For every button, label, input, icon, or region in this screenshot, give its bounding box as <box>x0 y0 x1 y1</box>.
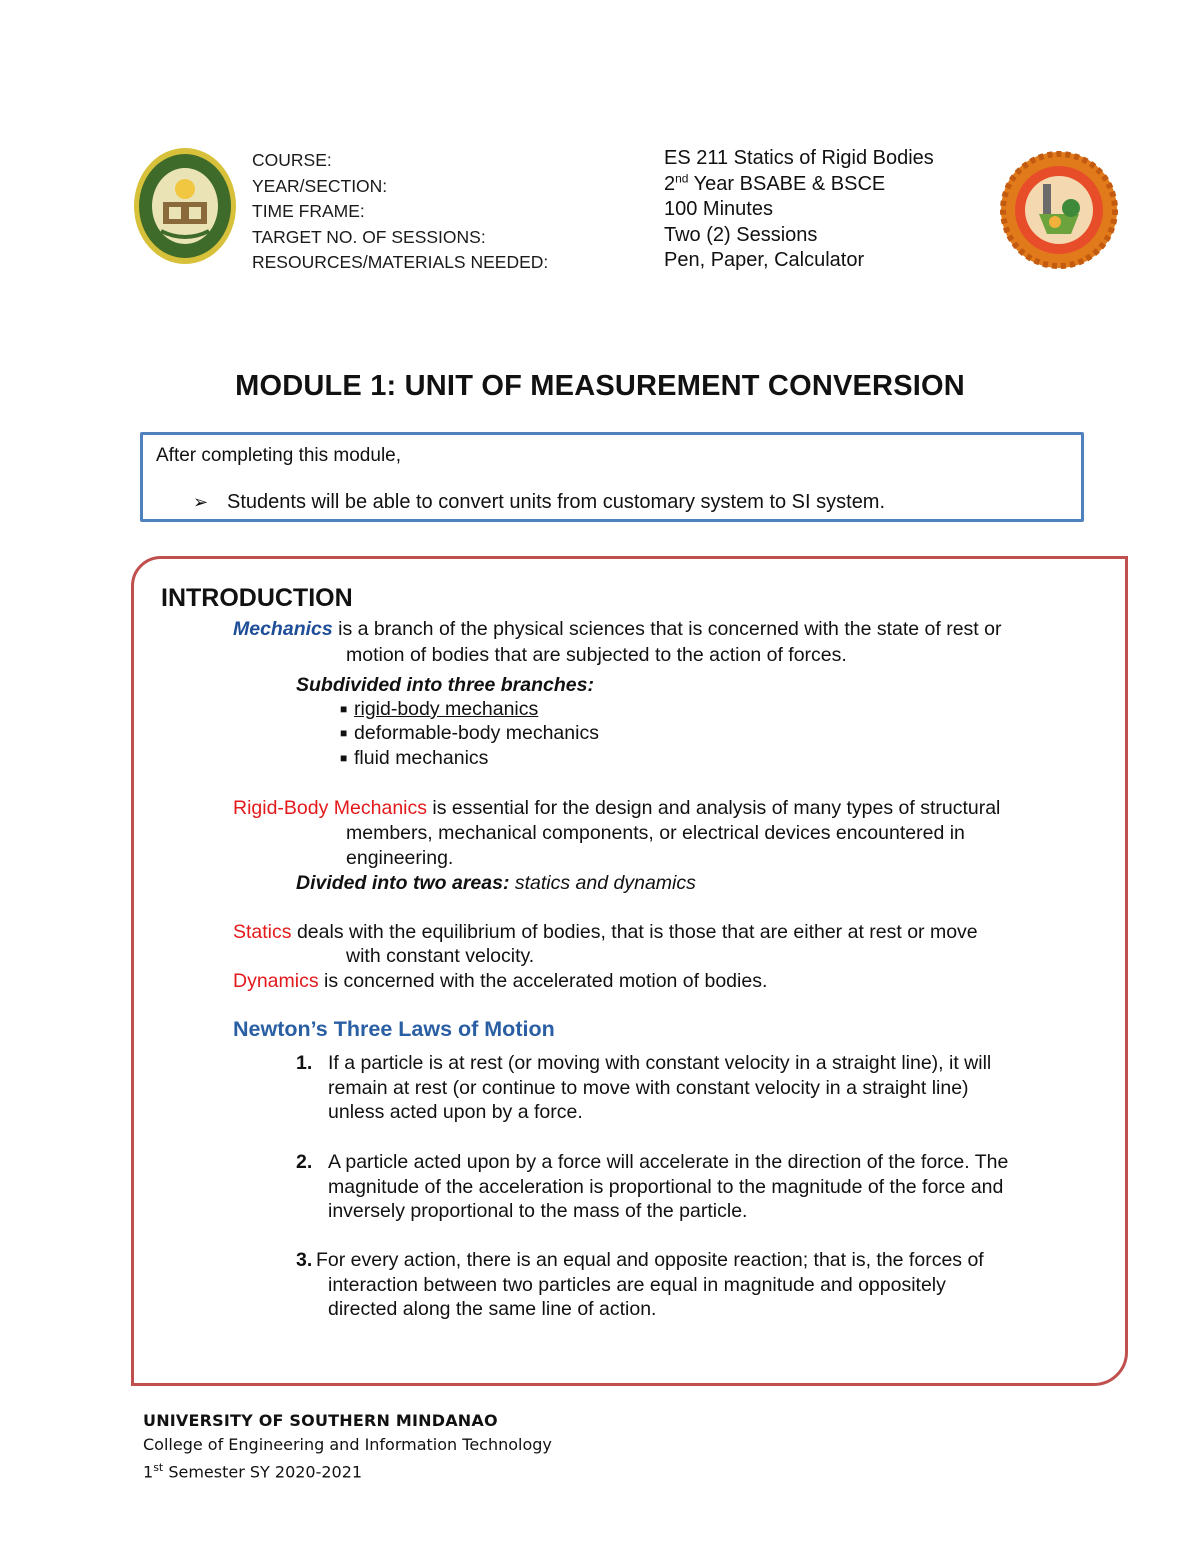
mechanics-definition-line1: Mechanics is a branch of the physical sciences that is concerned with the state of rest or <box>233 618 1002 640</box>
value-sessions: Two (2) Sessions <box>664 223 818 246</box>
square-bullet-icon: ■ <box>340 702 348 716</box>
course-info-labels <box>252 148 548 276</box>
value-time-frame: 100 Minutes <box>664 198 773 220</box>
label-resources: RESOURCES/MATERIALS NEEDED: <box>252 252 549 272</box>
newton-law-1: 1. If a particle is at rest (or moving with constant velocity in a straight line), it will remain at rest (or continue to move with constant velocity in a straight line) unless acted upon by a force. <box>296 1052 992 1123</box>
footer-college: College of Engineering and Information Technology <box>143 1435 552 1454</box>
objectives-lead: After completing this module, <box>156 445 402 466</box>
university-seal-icon <box>133 147 237 265</box>
branch-item: ■ rigid-body mechanics <box>340 698 539 720</box>
label-course: COURSE: <box>252 150 332 170</box>
value-year-section: 2nd Year BSABE & BSCE <box>664 170 886 195</box>
newton-laws-heading: Newton’s Three Laws of Motion <box>233 1017 555 1041</box>
course-info-values <box>664 146 934 274</box>
label-year-section: YEAR/SECTION: <box>252 175 388 196</box>
college-seal-icon <box>999 150 1119 270</box>
introduction-heading: INTRODUCTION <box>161 584 353 612</box>
branches-heading: Subdivided into three branches: <box>296 674 594 696</box>
branch-item: ■ fluid mechanics <box>340 747 489 769</box>
value-course: ES 211 Statics of Rigid Bodies <box>664 147 934 169</box>
label-time-frame: TIME FRAME: <box>252 201 365 221</box>
rigid-body-definition-line3: engineering. <box>346 847 454 869</box>
newton-law-2: 2. A particle acted upon by a force will accelerate in the direction of the force. The magnitude of the acceleration is proportional to the magnitude of the force and inversely proportional to the mass of the particle. <box>296 1151 1009 1222</box>
module-title: MODULE 1: UNIT OF MEASUREMENT CONVERSION <box>235 370 965 402</box>
dynamics-definition: Dynamics is concerned with the accelerated motion of bodies. <box>233 970 768 992</box>
footer-semester: 1st Semester SY 2020-2021 <box>143 1461 363 1482</box>
term-dynamics: Dynamics <box>233 970 319 992</box>
rigid-body-definition-line1: Rigid-Body Mechanics is essential for the design and analysis of many types of structural <box>233 797 1001 819</box>
newton-law-3: 3. For every action, there is an equal and opposite reaction; that is, the forces of interaction between two particles are equal in magnitude and oppositely directed along the same line of action. <box>296 1249 984 1320</box>
objective-item: ➢ Students will be able to convert units from customary system to SI system. <box>193 491 886 513</box>
square-bullet-icon: ■ <box>340 751 348 765</box>
term-mechanics: Mechanics <box>233 618 333 640</box>
statics-definition-line1: Statics deals with the equilibrium of bodies, that is those that are either at rest or move <box>233 921 978 943</box>
arrow-bullet-icon: ➢ <box>193 492 209 512</box>
footer-university: UNIVERSITY OF SOUTHERN MINDANAO <box>143 1411 498 1430</box>
label-target-sessions: TARGET NO. OF SESSIONS: <box>252 226 486 247</box>
value-materials: Pen, Paper, Calculator <box>664 249 865 271</box>
branch-item: ■ deformable-body mechanics <box>340 722 599 744</box>
term-statics: Statics <box>233 921 292 943</box>
statics-definition-line2: with constant velocity. <box>346 945 535 967</box>
term-rigid-body-mechanics: Rigid-Body Mechanics <box>233 797 428 819</box>
rigid-body-definition-line2: members, mechanical components, or electrical devices encountered in <box>346 822 965 844</box>
mechanics-definition-line2: motion of bodies that are subjected to the action of forces. <box>346 644 847 666</box>
areas-line: Divided into two areas: statics and dynamics <box>296 872 696 894</box>
square-bullet-icon: ■ <box>340 726 348 740</box>
